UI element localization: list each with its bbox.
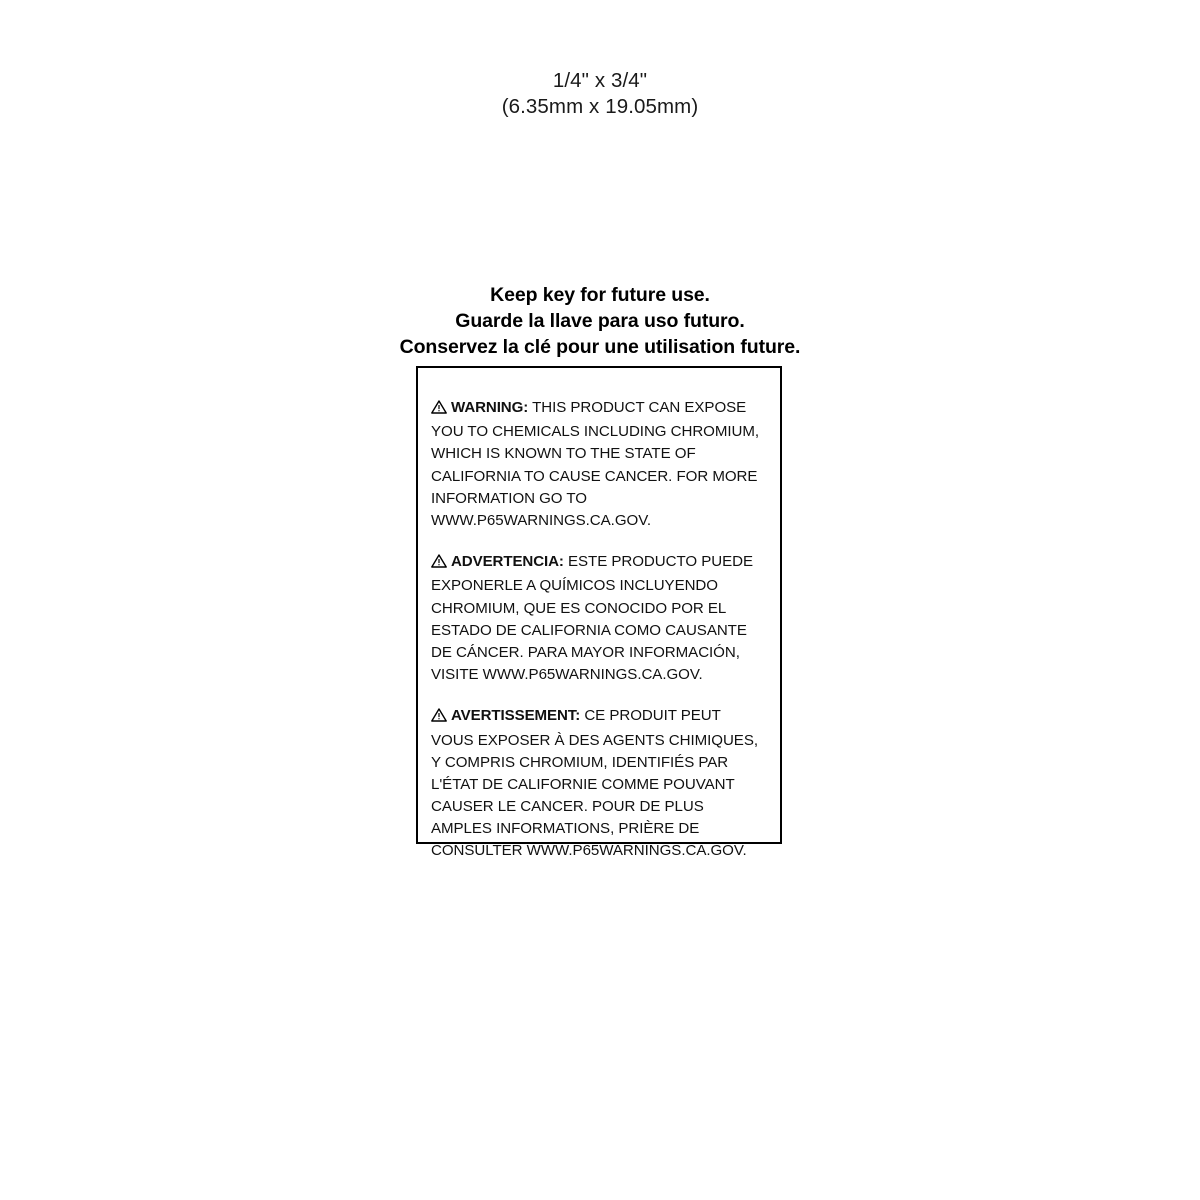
prop65-warning-label bbox=[416, 366, 782, 860]
dimension-inches: 1/4" x 3/4" bbox=[552, 69, 648, 92]
dimension-millimeters: (6.35mm x 19.05mm) bbox=[501, 95, 699, 119]
warning-section-spanish bbox=[431, 551, 767, 686]
warning-triangle-icon bbox=[431, 707, 447, 729]
warning-body-english: THIS PRODUCT CAN EXPOSE YOU TO CHEMICALS INCLUDING CHROMIUM, WHICH IS KNOWN TO THE STATE OF CALIFORNIA TO CAUSE CANCER. FOR MORE INFORMATION GO TO WWW.P65WARNINGS.CA.GOV. bbox=[431, 399, 760, 530]
warning-paragraph-spanish bbox=[431, 551, 767, 686]
warning-body-french: CE PRODUIT PEUT VOUS EXPOSER À DES AGENTS CHIMIQUES, Y COMPRIS CHROMIUM, IDENTIFIÉS PAR L'ÉTAT DE CALIFORNIE COMME POUVANT CAUSER LE CANCER. POUR DE PLUS AMPLES INFORMATIONS, PRIÈRE DE CONSULTER WWW.P65WARNINGS.CA.GOV. bbox=[431, 707, 758, 860]
warning-section-french bbox=[431, 705, 767, 862]
warning-triangle-icon bbox=[431, 553, 447, 575]
warning-section-english bbox=[431, 397, 767, 532]
keep-key-french: Conservez la clé pour une utilisation future. bbox=[399, 335, 801, 358]
keep-key-spanish: Guarde la llave para uso futuro. bbox=[455, 309, 745, 332]
warning-body-spanish: ESTE PRODUCTO PUEDE EXPONERLE A QUÍMICOS INCLUYENDO CHROMIUM, QUE ES CONOCIDO POR EL ESTADO DE CALIFORNIA COMO CAUSANTE DE CÁNCER. PARA MAYOR INFORMACIÓN, VISITE WWW.P65WARNINGS.CA.GOV. bbox=[431, 553, 753, 684]
warning-paragraph-french bbox=[431, 705, 767, 862]
warning-triangle-icon bbox=[431, 399, 447, 421]
warning-heading-french: AVERTISSEMENT: bbox=[451, 707, 581, 725]
warning-heading-spanish: ADVERTENCIA: bbox=[451, 553, 564, 571]
keep-key-english: Keep key for future use. bbox=[490, 284, 710, 306]
warning-heading-english: WARNING: bbox=[451, 399, 529, 417]
dimension-caption bbox=[420, 68, 780, 120]
keep-key-heading bbox=[380, 283, 820, 361]
warning-paragraph-english bbox=[431, 397, 767, 532]
